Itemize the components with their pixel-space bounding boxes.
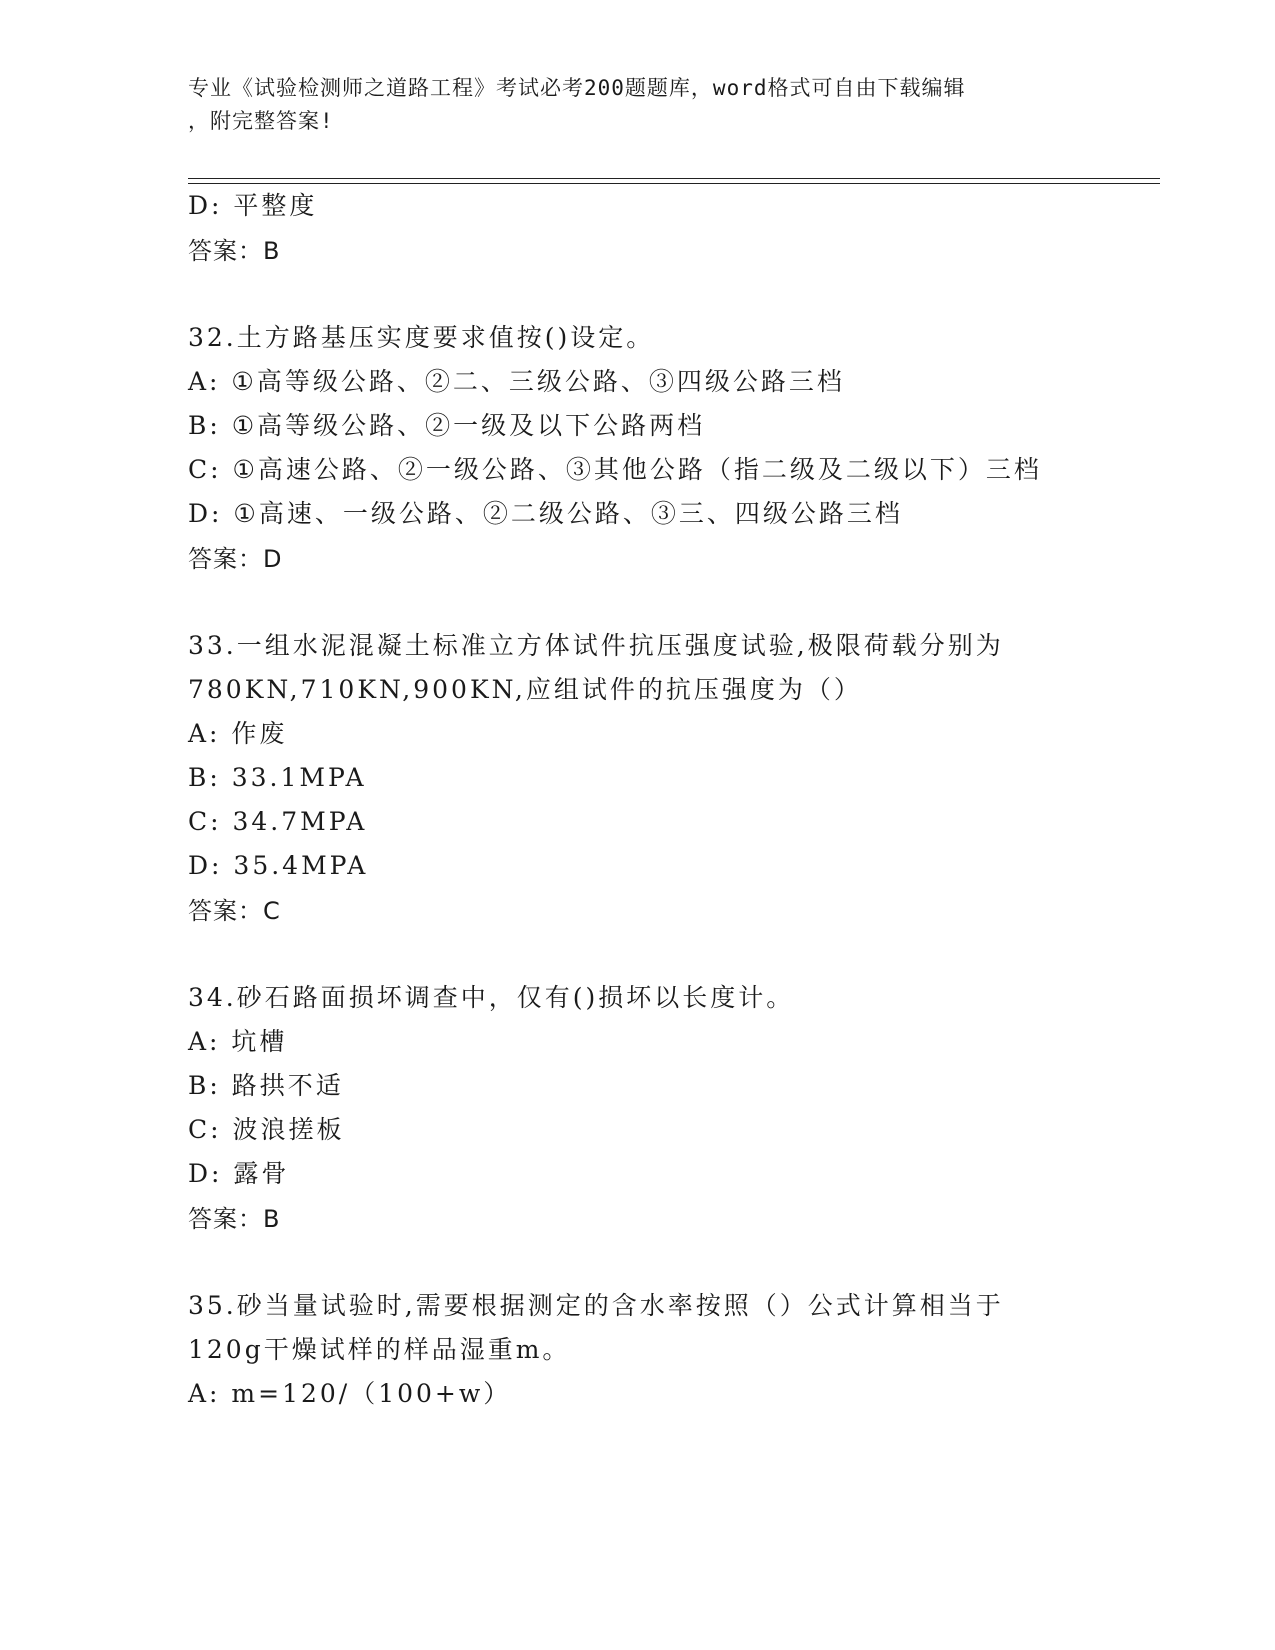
q32-stem: 32.土方路基压实度要求值按()设定。	[188, 323, 655, 352]
q33-stem-line1: 33.一组水泥混凝土标准立方体试件抗压强度试验,极限荷载分别为	[188, 631, 1004, 660]
header-divider-top	[188, 178, 1160, 179]
q32-option-a: A: ①高等级公路、②二、三级公路、③四级公路三档	[188, 367, 845, 396]
q33-stem-line2: 780KN,710KN,900KN,应组试件的抗压强度为（）	[188, 675, 862, 704]
q32-option-b: B: ①高等级公路、②一级及以下公路两档	[188, 411, 706, 440]
q34-option-c: C: 波浪搓板	[188, 1115, 345, 1144]
header-title-continuation: ，附完整答案!	[188, 109, 334, 133]
q33-option-c: C: 34.7MPA	[188, 807, 368, 836]
q32-option-d: D: ①高速、一级公路、②二级公路、③三、四级公路三档	[188, 499, 903, 528]
q34-stem: 34.砂石路面损坏调查中，仅有()损坏以长度计。	[188, 983, 795, 1012]
document-header	[188, 72, 1068, 138]
q32-option-c: C: ①高速公路、②一级公路、③其他公路（指二级及二级以下）三档	[188, 455, 1042, 484]
q31-option-d: D: 平整度	[188, 191, 318, 220]
q34-option-d: D: 露骨	[188, 1159, 290, 1188]
q34-option-a: A: 坑槽	[188, 1027, 288, 1056]
q33-answer: 答案：C	[188, 897, 281, 925]
q35-option-a: A: m=120/（100+w）	[188, 1379, 512, 1408]
q31-answer: 答案：B	[188, 237, 281, 265]
q35-stem-line2: 120g干燥试样的样品湿重m。	[188, 1335, 571, 1364]
q35-stem-line1: 35.砂当量试验时,需要根据测定的含水率按照（）公式计算相当于	[188, 1291, 1004, 1320]
q33-option-d: D: 35.4MPA	[188, 851, 369, 880]
q34-option-b: B: 路拱不适	[188, 1071, 344, 1100]
q34-answer: 答案：B	[188, 1205, 281, 1233]
header-title-line: 专业《试验检测师之道路工程》考试必考200题题库，word格式可自由下载编辑	[188, 76, 966, 100]
header-divider-bottom	[188, 183, 1160, 184]
q32-answer: 答案：D	[188, 545, 283, 573]
q33-option-b: B: 33.1MPA	[188, 763, 367, 792]
q33-option-a: A: 作废	[188, 719, 288, 748]
